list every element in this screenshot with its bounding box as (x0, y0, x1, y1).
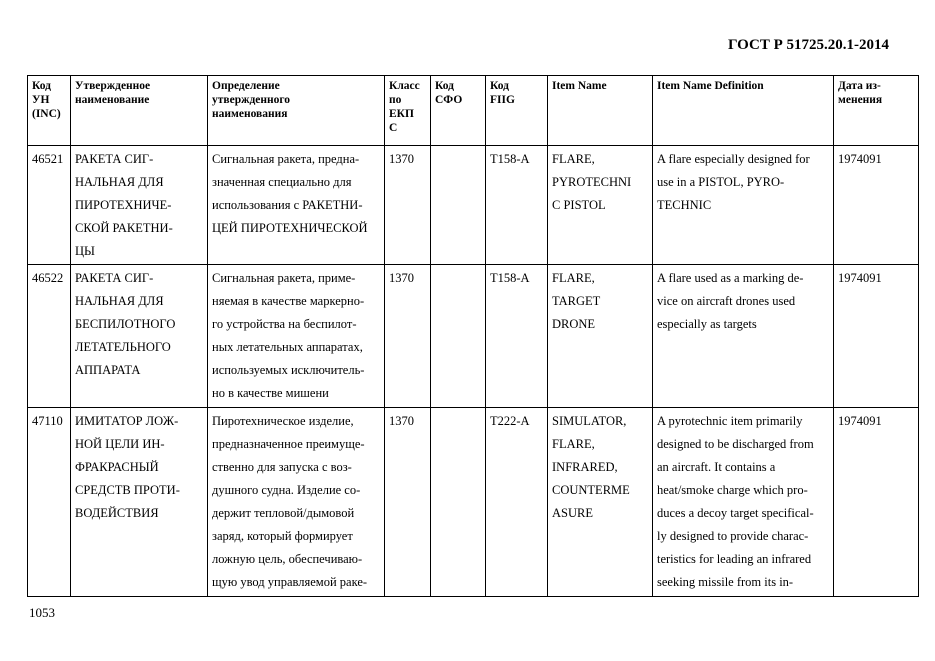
standard-designation: ГОСТ Р 51725.20.1-2014 (727, 37, 889, 53)
cell-definition: Пиротехническое изделие, предназначенное преимуще- ственно для запуска с воз- душного судна. Изделие со- держит тепловой/дымовой заряд, который формирует ложную цель, обеспечиваю- щую увод управляемой раке- (208, 408, 385, 597)
cell-approved-name: РАКЕТА СИГ- НАЛЬНАЯ ДЛЯ БЕСПИЛОТНОГО ЛЕТАТЕЛЬНОГО АППАРАТА (71, 265, 208, 408)
col-header-item-definition: Item Name Definition (653, 76, 834, 146)
cell-definition: Сигнальная ракета, предна- значенная специально для использования с РАКЕТНИ- ЦЕЙ ПИРОТЕХНИЧЕСКОЙ (208, 146, 385, 265)
col-header-definition: Определение утвержденного наименования (208, 76, 385, 146)
cell-item-definition: A flare especially designed for use in a PISTOL, PYRO- TECHNIC (653, 146, 834, 265)
page-number: 1053 (29, 605, 55, 620)
cell-fiig: T222-A (486, 408, 548, 597)
table-row (28, 265, 919, 408)
cell-date: 1974091 (834, 146, 919, 265)
cell-code: 46522 (28, 265, 71, 408)
cell-class: 1370 (385, 408, 431, 597)
cell-item-name: SIMULATOR, FLARE, INFRARED, COUNTERME ASURE (548, 408, 653, 597)
table-header-row (28, 76, 919, 146)
cell-date: 1974091 (834, 265, 919, 408)
col-header-date: Дата из- менения (834, 76, 919, 146)
cell-date: 1974091 (834, 408, 919, 597)
cell-class: 1370 (385, 146, 431, 265)
col-header-class: Класс по ЕКП С (385, 76, 431, 146)
cell-definition: Сигнальная ракета, приме- няемая в качестве маркерно- го устройства на беспилот- ных летательных аппаратах, используемых исключитель- но в качестве мишени (208, 265, 385, 408)
cell-approved-name: ИМИТАТОР ЛОЖ- НОЙ ЦЕЛИ ИН- ФРАКРАСНЫЙ СРЕДСТВ ПРОТИ- ВОДЕЙСТВИЯ (71, 408, 208, 597)
cell-item-definition: A pyrotechnic item primarily designed to be discharged from an aircraft. It contains a heat/smoke charge which pro- duces a decoy target specifical- ly designed to provide charac- teristics for leading an infrared seeking missile from its in- (653, 408, 834, 597)
cell-item-name: FLARE, TARGET DRONE (548, 265, 653, 408)
cell-sfo (431, 408, 486, 597)
cell-item-definition: A flare used as a marking de- vice on aircraft drones used especially as targets (653, 265, 834, 408)
col-header-item-name: Item Name (548, 76, 653, 146)
cell-class: 1370 (385, 265, 431, 408)
cell-fiig: T158-A (486, 265, 548, 408)
cell-item-name: FLARE, PYROTECHNI C PISTOL (548, 146, 653, 265)
cell-sfo (431, 146, 486, 265)
cell-code: 46521 (28, 146, 71, 265)
cell-sfo (431, 265, 486, 408)
col-header-code: Код УН (INC) (28, 76, 71, 146)
table-row (28, 408, 919, 597)
catalog-table (27, 75, 919, 597)
cell-fiig: T158-A (486, 146, 548, 265)
col-header-fiig: Код FIIG (486, 76, 548, 146)
cell-code: 47110 (28, 408, 71, 597)
col-header-approved-name: Утвержденное наименование (71, 76, 208, 146)
table-row (28, 146, 919, 265)
col-header-sfo: Код СФО (431, 76, 486, 146)
cell-approved-name: РАКЕТА СИГ- НАЛЬНАЯ ДЛЯ ПИРОТЕХНИЧЕ- СКОЙ РАКЕТНИ- ЦЫ (71, 146, 208, 265)
